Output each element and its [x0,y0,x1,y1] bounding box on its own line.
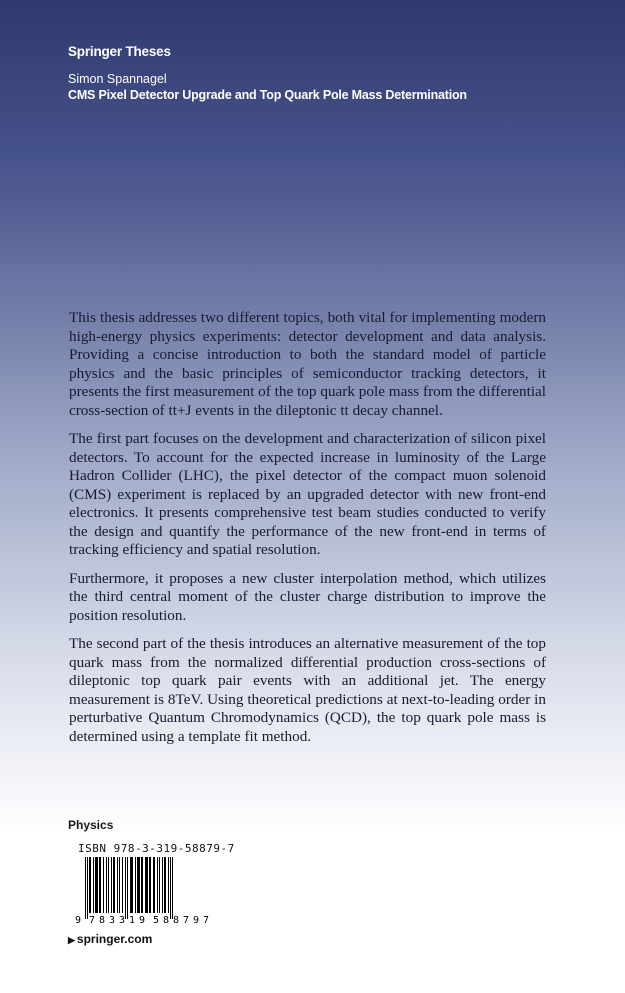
barcode-bar [135,857,136,913]
barcode-bar [106,857,107,913]
publisher-website-link[interactable] [68,932,152,946]
barcode-bar [85,857,86,919]
barcode-bar [103,857,104,913]
barcode-bar [93,857,94,913]
barcode-bar [119,857,120,913]
barcode-bar [164,857,166,913]
barcode-bar [159,857,160,913]
blurb-paragraph: Furthermore, it proposes a new cluster interpolation method, which utilizes the third central moment of the cluster charge distribution to improve the position resolution. [69,569,546,624]
barcode-bar [111,857,112,913]
barcode-bar [125,857,126,919]
barcode-bar [95,857,98,913]
book-title: CMS Pixel Detector Upgrade and Top Quark Pole Mass Determination [68,88,467,102]
barcode-bar [113,857,115,913]
barcode-bar [89,857,91,913]
isbn-text: ISBN 978-3-319-58879-7 [78,842,235,855]
barcode-bar [170,857,171,919]
barcode-bar [87,857,88,919]
cover-header [68,44,467,102]
barcode-bar [153,857,155,913]
website-text: springer.com [76,932,153,946]
barcode-bar [99,857,101,913]
barcode [75,857,225,927]
arrow-right-icon: ▶ [68,935,75,945]
barcode-bar [145,857,148,913]
barcode-bar [117,857,118,913]
blurb-paragraph: The first part focuses on the development and characterization of silicon pixel detectors. To account for the expected increase in luminosity of the Large Hadron Collider (LHC), the pixel detector of the compact muon solenoid (CMS) experiment is replaced by an upgraded detector with new front-end electronics. It presents comprehensive test beam studies conducted to verify the design and quantify the performance of the new front-end in terms of tracking efficiency and spatial resolution. [69,430,546,558]
barcode-bar [172,857,173,919]
barcode-bar [130,857,133,913]
barcode-bar [162,857,163,913]
barcode-bar [137,857,140,913]
barcode-bar [141,857,143,913]
barcode-digits-left: 783319 [89,915,145,926]
blurb-paragraph: The second part of the thesis introduces an alternative measurement of the top quark mass from the normalized differential production cross-sections of dileptonic top quark pair events with an additional jet. The energy measurement is 8TeV. Using theoretical predictions at next-to-leading order in perturbative Quantum Chromodynamics (QCD), the top quark pole mass is determined using a template fit method. [69,635,546,745]
subject-label: Physics [68,818,114,832]
series-name: Springer Theses [68,44,171,59]
blurb-paragraph: This thesis addresses two different topics, both vital for implementing modern high-energy physics experiments: detector development and data analysis. Providing a concise introduction to both the standard model of particle physics and the basic principles of semiconductor tracking detectors, it presents the first measurement of the top quark pole mass from the differential cross-section of tt+J events in the dileptonic tt decay channel. [69,309,546,419]
barcode-bar [168,857,169,913]
barcode-bar [122,857,123,913]
barcode-digits-right: 588797 [153,915,209,926]
back-cover-blurb [69,309,546,756]
barcode-bar [149,857,151,913]
barcode-bar [127,857,128,919]
barcode-bar [108,857,109,913]
author-name: Simon Spannagel [68,72,167,86]
barcode-digit-first: 9 [75,915,82,926]
barcode-bar [157,857,158,913]
